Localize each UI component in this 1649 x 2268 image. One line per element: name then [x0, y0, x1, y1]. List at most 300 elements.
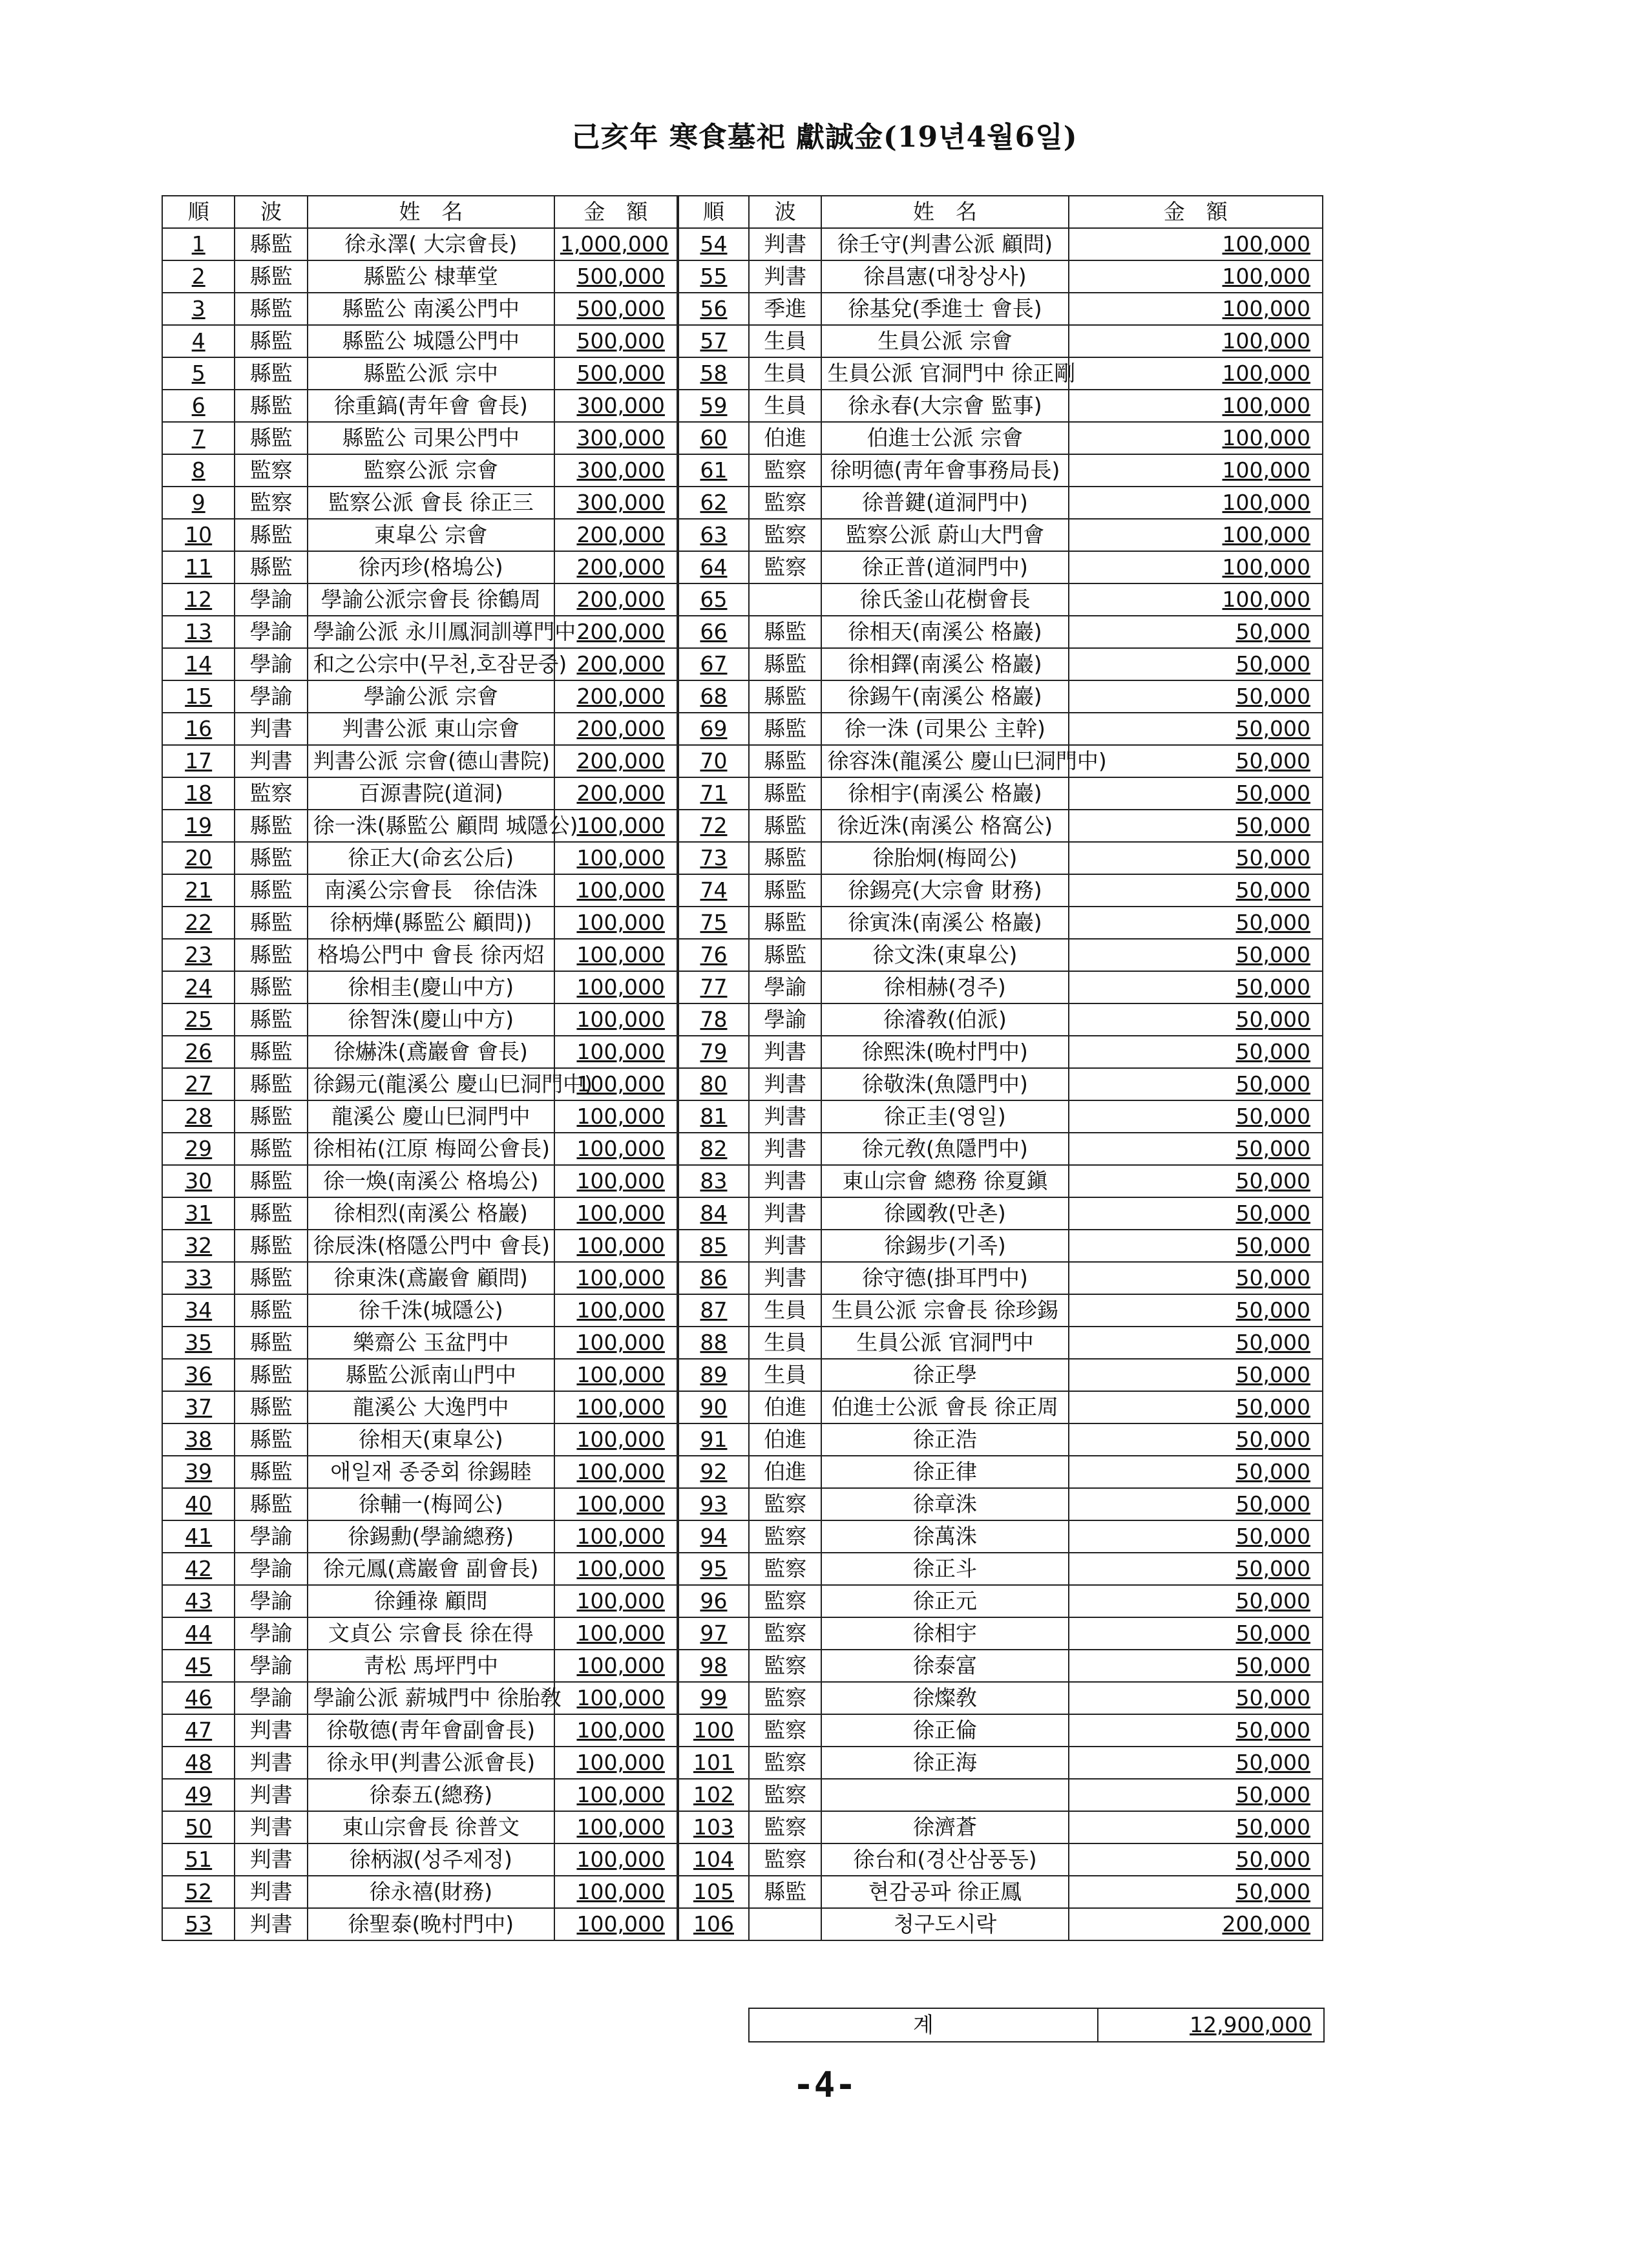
donor-name: 徐濬敎(伯派): [821, 1003, 1068, 1036]
branch: 縣監: [235, 1327, 307, 1359]
table-row: [162, 1779, 1323, 1811]
row-number: 1: [162, 228, 235, 260]
donor-name: 監察公派 會長 徐正三: [308, 487, 554, 519]
branch: 縣監: [235, 1165, 307, 1197]
column-header: 金 額: [1069, 196, 1323, 228]
branch: 縣監: [235, 1068, 307, 1100]
row-number: 11: [162, 551, 235, 583]
branch: 縣監: [235, 971, 307, 1003]
amount: 200,000: [554, 583, 678, 616]
donor-name: 文貞公 宗會長 徐在得: [308, 1617, 554, 1650]
donor-name: 徐相宇(南溪公 格巖): [821, 777, 1068, 810]
branch: 縣監: [235, 325, 307, 357]
table-row: [162, 1262, 1323, 1294]
amount: 100,000: [554, 842, 678, 874]
row-number: 21: [162, 874, 235, 907]
row-number: 27: [162, 1068, 235, 1100]
amount: 50,000: [1069, 1617, 1323, 1650]
donor-name: 東山宗會長 徐普文: [308, 1811, 554, 1843]
branch: [749, 583, 821, 616]
amount: 100,000: [554, 1876, 678, 1908]
branch: 縣監: [235, 1456, 307, 1488]
amount: 50,000: [1069, 1843, 1323, 1876]
row-number: 43: [162, 1585, 235, 1617]
table-row: [162, 1165, 1323, 1197]
row-number: 26: [162, 1036, 235, 1068]
amount: 100,000: [554, 971, 678, 1003]
amount: 200,000: [554, 519, 678, 551]
donor-name: 徐熙洙(晩村門中): [821, 1036, 1068, 1068]
branch: 監察: [749, 1520, 821, 1553]
branch: 縣監: [235, 1133, 307, 1165]
table-header-row: [162, 196, 1323, 228]
row-number: 56: [678, 293, 749, 325]
row-number: 13: [162, 616, 235, 648]
donor-name: 徐千洙(城隱公): [308, 1294, 554, 1327]
row-number: 70: [678, 745, 749, 777]
branch: 縣監: [749, 874, 821, 907]
total-table: [748, 2008, 1325, 2042]
donor-name: 樂齋公 玉盆門中: [308, 1327, 554, 1359]
row-number: 71: [678, 777, 749, 810]
row-number: 47: [162, 1714, 235, 1747]
donor-name: 縣監公 城隱公門中: [308, 325, 554, 357]
amount: 200,000: [554, 777, 678, 810]
donor-name: 徐元敎(魚隱門中): [821, 1133, 1068, 1165]
column-header: 姓 名: [308, 196, 554, 228]
donor-name: 徐柄淑(성주제정): [308, 1843, 554, 1876]
branch: 判書: [749, 1165, 821, 1197]
donor-name: 徐相祐(江原 梅岡公會長): [308, 1133, 554, 1165]
donor-name: 縣監公 棣華堂: [308, 260, 554, 293]
amount: 50,000: [1069, 1197, 1323, 1230]
row-number: 29: [162, 1133, 235, 1165]
row-number: 24: [162, 971, 235, 1003]
amount: 50,000: [1069, 1100, 1323, 1133]
page-title: 己亥年 寒食墓祀 獻誠金(19년4월6일): [571, 121, 1078, 154]
column-header: 金 額: [554, 196, 678, 228]
row-number: 40: [162, 1488, 235, 1520]
table-row: [162, 1294, 1323, 1327]
row-number: 36: [162, 1359, 235, 1391]
branch: 學諭: [749, 971, 821, 1003]
row-number: 10: [162, 519, 235, 551]
branch: 縣監: [749, 616, 821, 648]
donor-name: 徐永澤( 大宗會長): [308, 228, 554, 260]
row-number: 75: [678, 907, 749, 939]
amount: 100,000: [554, 1133, 678, 1165]
amount: 50,000: [1069, 713, 1323, 745]
branch: 判書: [749, 1133, 821, 1165]
branch: 判書: [235, 1714, 307, 1747]
branch: 學諭: [749, 1003, 821, 1036]
donor-name: 徐近洙(南溪公 格窩公): [821, 810, 1068, 842]
branch: 判書: [235, 1843, 307, 1876]
table-row: [162, 1908, 1323, 1940]
donor-name: 生員公派 宗會長 徐珍錫: [821, 1294, 1068, 1327]
branch: 監察: [749, 1617, 821, 1650]
amount: 100,000: [554, 1003, 678, 1036]
donor-name: 徐容洙(龍溪公 慶山巳洞門中): [821, 745, 1068, 777]
row-number: 3: [162, 293, 235, 325]
donor-name: 徐一洙(縣監公 顧問 城隱公): [308, 810, 554, 842]
table-row: [162, 1100, 1323, 1133]
amount: 100,000: [1069, 357, 1323, 390]
row-number: 48: [162, 1747, 235, 1779]
amount: 100,000: [554, 1714, 678, 1747]
amount: 100,000: [1069, 228, 1323, 260]
amount: 500,000: [554, 293, 678, 325]
branch: 縣監: [235, 1262, 307, 1294]
donor-name: 徐胎炯(梅岡公): [821, 842, 1068, 874]
donor-name: 현감공파 徐正鳳: [821, 1876, 1068, 1908]
row-number: 44: [162, 1617, 235, 1650]
row-number: 99: [678, 1682, 749, 1714]
row-number: 37: [162, 1391, 235, 1423]
donor-name: 縣監公派南山門中: [308, 1359, 554, 1391]
table-row: [162, 1230, 1323, 1262]
amount: 100,000: [554, 1359, 678, 1391]
row-number: 15: [162, 680, 235, 713]
donor-name: 縣監公 司果公門中: [308, 422, 554, 454]
table-row: [162, 293, 1323, 325]
amount: 100,000: [1069, 551, 1323, 583]
amount: 50,000: [1069, 1165, 1323, 1197]
branch: 監察: [749, 1779, 821, 1811]
donor-name: 徐智洙(慶山中方): [308, 1003, 554, 1036]
amount: 50,000: [1069, 907, 1323, 939]
donor-name: 徐相天(東皐公): [308, 1423, 554, 1456]
branch: 縣監: [235, 390, 307, 422]
branch: 縣監: [235, 293, 307, 325]
table-row: [162, 1133, 1323, 1165]
branch: 監察: [749, 1811, 821, 1843]
donor-name: 徐一洙 (司果公 主幹): [821, 713, 1068, 745]
row-number: 30: [162, 1165, 235, 1197]
donor-name: 東皐公 宗會: [308, 519, 554, 551]
branch: 縣監: [235, 810, 307, 842]
table-row: [162, 390, 1323, 422]
row-number: 61: [678, 454, 749, 487]
table-row: [162, 1456, 1323, 1488]
table-row: [162, 1553, 1323, 1585]
branch: 季進: [749, 293, 821, 325]
row-number: 67: [678, 648, 749, 680]
branch: 生員: [749, 390, 821, 422]
branch: 縣監: [749, 777, 821, 810]
row-number: 55: [678, 260, 749, 293]
donor-name: 徐元鳳(鳶巖會 副會長): [308, 1553, 554, 1585]
donor-name: 東山宗會 總務 徐夏鎭: [821, 1165, 1068, 1197]
table-row: [162, 1811, 1323, 1843]
row-number: 101: [678, 1747, 749, 1779]
branch: 伯進: [749, 1391, 821, 1423]
table-row: [162, 1650, 1323, 1682]
row-number: 100: [678, 1714, 749, 1747]
branch: 縣監: [235, 519, 307, 551]
row-number: 97: [678, 1617, 749, 1650]
donor-name: 靑松 馬坪門中: [308, 1650, 554, 1682]
branch: 判書: [749, 1068, 821, 1100]
donation-table: [162, 195, 1323, 1941]
row-number: 31: [162, 1197, 235, 1230]
row-number: 28: [162, 1100, 235, 1133]
donor-name: 徐正浩: [821, 1423, 1068, 1456]
branch: 學諭: [235, 1520, 307, 1553]
table-body: [162, 228, 1323, 1940]
table-row: [162, 1036, 1323, 1068]
branch: 判書: [749, 1230, 821, 1262]
table-row: [162, 1068, 1323, 1100]
amount: 50,000: [1069, 1068, 1323, 1100]
amount: 50,000: [1069, 810, 1323, 842]
donor-name: 徐萬洙: [821, 1520, 1068, 1553]
donor-name: 徐章洙: [821, 1488, 1068, 1520]
amount: 50,000: [1069, 648, 1323, 680]
donor-name: 徐錫元(龍溪公 慶山巳洞門中): [308, 1068, 554, 1100]
amount: 500,000: [554, 357, 678, 390]
donor-name: 徐正學: [821, 1359, 1068, 1391]
donor-name: 學諭公派 宗會: [308, 680, 554, 713]
donor-name: 南溪公宗會長 徐佶洙: [308, 874, 554, 907]
branch: 生員: [749, 1327, 821, 1359]
amount: 100,000: [554, 1068, 678, 1100]
branch: 學諭: [235, 680, 307, 713]
branch: 監察: [749, 1650, 821, 1682]
donor-name: 龍溪公 大逸門中: [308, 1391, 554, 1423]
donor-name: 청구도시락: [821, 1908, 1068, 1940]
column-header: 波: [749, 196, 821, 228]
donor-name: 徐正元: [821, 1585, 1068, 1617]
row-number: 104: [678, 1843, 749, 1876]
table-row: [162, 1359, 1323, 1391]
donor-name: 徐明德(靑年會事務局長): [821, 454, 1068, 487]
donor-name: 和之公宗中(무천,호잠문중): [308, 648, 554, 680]
amount: 50,000: [1069, 1230, 1323, 1262]
amount: 200,000: [554, 616, 678, 648]
amount: 50,000: [1069, 1779, 1323, 1811]
row-number: 51: [162, 1843, 235, 1876]
row-number: 102: [678, 1779, 749, 1811]
amount: 100,000: [554, 1100, 678, 1133]
donor-name: 徐國敎(만촌): [821, 1197, 1068, 1230]
amount: 100,000: [554, 1391, 678, 1423]
amount: 100,000: [554, 1520, 678, 1553]
row-number: 14: [162, 648, 235, 680]
amount: 100,000: [1069, 293, 1323, 325]
table-row: [162, 1747, 1323, 1779]
branch: 縣監: [235, 874, 307, 907]
row-number: 18: [162, 777, 235, 810]
amount: 50,000: [1069, 1327, 1323, 1359]
donor-name: 龍溪公 慶山巳洞門中: [308, 1100, 554, 1133]
branch: 監察: [749, 1553, 821, 1585]
branch: 學諭: [235, 1553, 307, 1585]
branch: 縣監: [235, 1359, 307, 1391]
branch: 縣監: [749, 713, 821, 745]
donor-name: 徐寅洙(南溪公 格巖): [821, 907, 1068, 939]
donor-name: 徐敬德(靑年會副會長): [308, 1714, 554, 1747]
row-number: 32: [162, 1230, 235, 1262]
amount: 50,000: [1069, 1585, 1323, 1617]
table-row: [162, 1876, 1323, 1908]
branch: 縣監: [235, 422, 307, 454]
donor-name: 徐正圭(영일): [821, 1100, 1068, 1133]
column-header: 順: [678, 196, 749, 228]
donor-name: 伯進士公派 會長 徐正周: [821, 1391, 1068, 1423]
donor-name: 徐柄燁(縣監公 顧問)): [308, 907, 554, 939]
donor-name: 生員公派 官洞門中 徐正剛: [821, 357, 1068, 390]
amount: 100,000: [554, 810, 678, 842]
donor-name: 徐鍾祿 顧問: [308, 1585, 554, 1617]
donor-name: 徐辰洙(格隱公門中 會長): [308, 1230, 554, 1262]
branch: 判書: [235, 1908, 307, 1940]
donor-name: 徐錫亮(大宗會 財務): [821, 874, 1068, 907]
branch: 生員: [749, 1294, 821, 1327]
amount: 100,000: [554, 1617, 678, 1650]
branch: 判書: [749, 1100, 821, 1133]
row-number: 53: [162, 1908, 235, 1940]
branch: 縣監: [749, 1876, 821, 1908]
branch: 監察: [749, 1488, 821, 1520]
donor-name: 徐相天(南溪公 格巖): [821, 616, 1068, 648]
amount: 200,000: [554, 745, 678, 777]
column-header: 順: [162, 196, 235, 228]
amount: 100,000: [554, 1294, 678, 1327]
branch: 監察: [749, 551, 821, 583]
amount: 300,000: [554, 454, 678, 487]
branch: 縣監: [235, 1488, 307, 1520]
amount: 100,000: [554, 1747, 678, 1779]
table-row: [162, 777, 1323, 810]
table-row: [162, 971, 1323, 1003]
amount: 50,000: [1069, 1003, 1323, 1036]
amount: 50,000: [1069, 842, 1323, 874]
donor-name: 徐守德(掛耳門中): [821, 1262, 1068, 1294]
donor-name: 徐重鎬(靑年會 會長): [308, 390, 554, 422]
branch: 監察: [749, 454, 821, 487]
donor-name: 徐正倫: [821, 1714, 1068, 1747]
branch: 判書: [235, 745, 307, 777]
amount: 100,000: [554, 1262, 678, 1294]
branch: 縣監: [235, 907, 307, 939]
row-number: 6: [162, 390, 235, 422]
row-number: 73: [678, 842, 749, 874]
donor-name: 徐台和(경산삼풍동): [821, 1843, 1068, 1876]
donor-name: 徐泰富: [821, 1650, 1068, 1682]
amount: 100,000: [554, 1488, 678, 1520]
table-row: [162, 519, 1323, 551]
amount: 100,000: [1069, 487, 1323, 519]
donor-name: 徐永禧(財務): [308, 1876, 554, 1908]
branch: 生員: [749, 357, 821, 390]
table-row: [162, 454, 1323, 487]
branch: 學諭: [235, 1617, 307, 1650]
amount: 100,000: [554, 1585, 678, 1617]
donor-name: 徐正斗: [821, 1553, 1068, 1585]
table-row: [162, 1617, 1323, 1650]
donor-name: 徐氏釜山花樹會長: [821, 583, 1068, 616]
donor-name: 徐正普(道洞門中): [821, 551, 1068, 583]
table-row: [162, 583, 1323, 616]
donor-name: 徐東洙(鳶巖會 顧問): [308, 1262, 554, 1294]
row-number: 78: [678, 1003, 749, 1036]
amount: 100,000: [554, 1230, 678, 1262]
table-row: [162, 680, 1323, 713]
donor-name: 애일재 종중회 徐錫睦: [308, 1456, 554, 1488]
amount: 300,000: [554, 487, 678, 519]
table-row: [162, 874, 1323, 907]
table-row: [162, 357, 1323, 390]
table-row: [162, 1423, 1323, 1456]
branch: 縣監: [749, 680, 821, 713]
donor-name: 徐錫步(기족): [821, 1230, 1068, 1262]
row-number: 12: [162, 583, 235, 616]
branch: 判書: [749, 1262, 821, 1294]
amount: 100,000: [554, 1650, 678, 1682]
row-number: 93: [678, 1488, 749, 1520]
branch: 判書: [235, 1747, 307, 1779]
amount: 50,000: [1069, 1456, 1323, 1488]
amount: 100,000: [554, 939, 678, 971]
donor-name: 判書公派 宗會(德山書院): [308, 745, 554, 777]
amount: 100,000: [554, 1908, 678, 1940]
row-number: 94: [678, 1520, 749, 1553]
amount: 100,000: [1069, 454, 1323, 487]
column-header: 波: [235, 196, 307, 228]
branch: 判書: [235, 713, 307, 745]
row-number: 35: [162, 1327, 235, 1359]
table-row: [162, 810, 1323, 842]
amount: 100,000: [554, 1327, 678, 1359]
donor-name: 格塢公門中 會長 徐丙炤: [308, 939, 554, 971]
row-number: 54: [678, 228, 749, 260]
row-number: 92: [678, 1456, 749, 1488]
donor-name: 徐聖泰(晩村門中): [308, 1908, 554, 1940]
row-number: 96: [678, 1585, 749, 1617]
donor-name: 徐正海: [821, 1747, 1068, 1779]
donor-name: 縣監公派 宗中: [308, 357, 554, 390]
branch: 監察: [235, 454, 307, 487]
row-number: 23: [162, 939, 235, 971]
amount: 100,000: [554, 1553, 678, 1585]
row-number: 33: [162, 1262, 235, 1294]
branch: 縣監: [749, 648, 821, 680]
row-number: 91: [678, 1423, 749, 1456]
amount: 50,000: [1069, 939, 1323, 971]
branch: 縣監: [235, 1391, 307, 1423]
amount: 50,000: [1069, 1747, 1323, 1779]
row-number: 62: [678, 487, 749, 519]
branch: 縣監: [235, 228, 307, 260]
table-row: [162, 1714, 1323, 1747]
row-number: 5: [162, 357, 235, 390]
donor-name: 徐錫勳(學諭總務): [308, 1520, 554, 1553]
row-number: 49: [162, 1779, 235, 1811]
table-row: [162, 325, 1323, 357]
amount: 100,000: [554, 1779, 678, 1811]
total-label: 계: [749, 2008, 1098, 2042]
branch: 縣監: [235, 1003, 307, 1036]
amount: 200,000: [554, 648, 678, 680]
amount: 100,000: [554, 1456, 678, 1488]
amount: 50,000: [1069, 745, 1323, 777]
donor-name: 徐永甲(判書公派會長): [308, 1747, 554, 1779]
branch: 判書: [235, 1876, 307, 1908]
branch: 縣監: [749, 842, 821, 874]
donor-name: 徐壬守(判書公派 顧問): [821, 228, 1068, 260]
branch: 縣監: [235, 1036, 307, 1068]
